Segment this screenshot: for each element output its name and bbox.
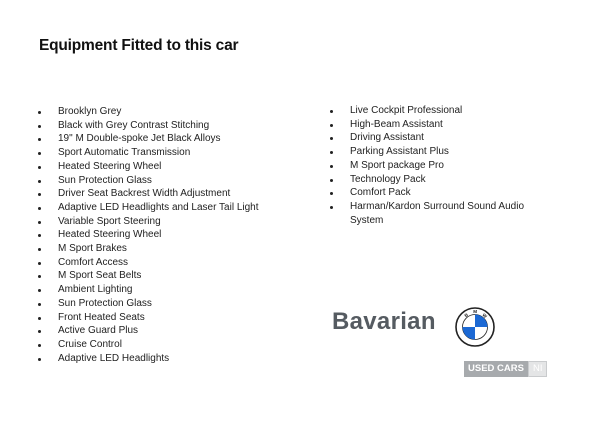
equipment-item: Sun Protection Glass xyxy=(38,174,259,188)
equipment-item: Ambient Lighting xyxy=(38,283,259,297)
svg-text:B: B xyxy=(463,312,470,319)
equipment-item: 19" M Double-spoke Jet Black Alloys xyxy=(38,132,259,146)
equipment-item: Driving Assistant xyxy=(330,131,530,145)
equipment-item: Cruise Control xyxy=(38,338,259,352)
used-cars-badge xyxy=(464,361,547,377)
equipment-item: M Sport package Pro xyxy=(330,159,530,173)
equipment-item: Black with Grey Contrast Stitching xyxy=(38,119,259,133)
svg-text:W: W xyxy=(481,312,488,320)
equipment-item: High-Beam Assistant xyxy=(330,118,530,132)
equipment-item: Harman/Kardon Surround Sound Audio System xyxy=(330,200,530,227)
equipment-item: Front Heated Seats xyxy=(38,311,259,325)
equipment-item: Adaptive LED Headlights and Laser Tail Light xyxy=(38,201,259,215)
svg-text:M: M xyxy=(473,308,478,314)
equipment-item: Brooklyn Grey xyxy=(38,105,259,119)
equipment-item: Active Guard Plus xyxy=(38,324,259,338)
page-title: Equipment Fitted to this car xyxy=(39,37,239,54)
region-label: NI xyxy=(528,361,548,377)
equipment-item: Technology Pack xyxy=(330,173,530,187)
equipment-item: Heated Steering Wheel xyxy=(38,160,259,174)
equipment-item: M Sport Seat Belts xyxy=(38,269,259,283)
used-cars-label: USED CARS xyxy=(464,361,528,377)
dealer-logo xyxy=(332,308,436,336)
equipment-item: Sport Automatic Transmission xyxy=(38,146,259,160)
equipment-item: M Sport Brakes xyxy=(38,242,259,256)
equipment-item: Comfort Access xyxy=(38,256,259,270)
equipment-item: Sun Protection Glass xyxy=(38,297,259,311)
equipment-item: Driver Seat Backrest Width Adjustment xyxy=(38,187,259,201)
equipment-item: Heated Steering Wheel xyxy=(38,228,259,242)
dealer-name: Bavarian xyxy=(332,308,436,335)
equipment-list-left xyxy=(38,105,259,365)
equipment-item: Adaptive LED Headlights xyxy=(38,352,259,366)
equipment-item: Live Cockpit Professional xyxy=(330,104,530,118)
bmw-roundel-icon xyxy=(455,307,495,347)
equipment-item: Comfort Pack xyxy=(330,186,530,200)
equipment-list-right xyxy=(330,104,530,227)
equipment-item: Parking Assistant Plus xyxy=(330,145,530,159)
equipment-item: Variable Sport Steering xyxy=(38,215,259,229)
